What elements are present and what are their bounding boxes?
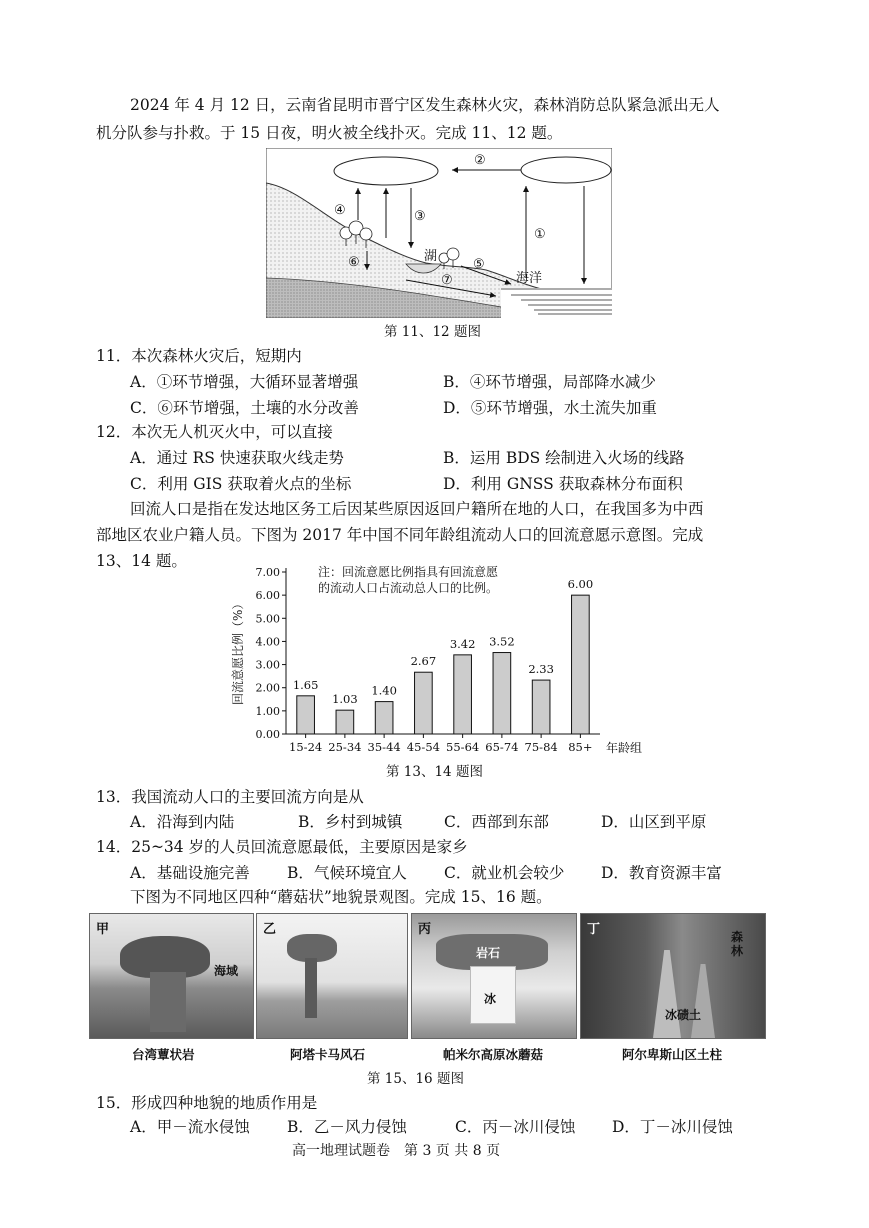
chart-bar — [297, 696, 315, 734]
return-intention-bar-chart — [228, 560, 668, 760]
chart-y-tick-label: 6.00 — [255, 589, 280, 603]
chart-value-label: 1.03 — [332, 692, 358, 707]
q11-stem: 11．本次森林火灾后，短期内 — [96, 347, 302, 365]
label-3: ③ — [414, 209, 426, 224]
photo-jia-tag: 甲 — [96, 922, 110, 937]
chart-bar — [415, 672, 433, 734]
chart-x-tick-label: 65-74 — [485, 740, 519, 754]
earth-pillar-shape-2 — [691, 964, 715, 1038]
fig3-caption: 第 15、16 题图 — [367, 1071, 464, 1087]
label-6: ⑥ — [348, 255, 360, 270]
q12-option-a: A．通过 RS 快速获取火线走势 — [130, 449, 344, 467]
fig1-caption: 第 11、12 题图 — [384, 324, 481, 340]
chart-y-tick-label: 0.00 — [255, 728, 280, 741]
chart-y-tick-label: 3.00 — [255, 658, 280, 672]
photo-bing-caption: 帕米尔高原冰蘑菇 — [443, 1047, 544, 1062]
photo-bing — [411, 913, 577, 1039]
q15-option-d: D．丁－冰川侵蚀 — [612, 1118, 733, 1136]
label-4: ④ — [334, 203, 346, 218]
photo-jia — [89, 913, 254, 1039]
photo-ding — [580, 913, 766, 1039]
chart-note-line-1: 注：回流意愿比例指具有回流意愿 — [318, 565, 499, 579]
chart-y-tick-label: 2.00 — [255, 681, 280, 695]
q13-option-b: B．乡村到城镇 — [298, 813, 403, 831]
photo-bing-inlabel-ice: 冰 — [484, 992, 497, 1006]
photo-jia-inlabel: 海域 — [214, 964, 239, 978]
q15-option-b: B．乙－风力侵蚀 — [287, 1118, 407, 1136]
q13-stem: 13．我国流动人口的主要回流方向是从 — [96, 788, 364, 806]
chart-x-tick-label: 35-44 — [367, 740, 401, 754]
photo-yi-tag: 乙 — [263, 922, 277, 937]
q12-option-d: D．利用 GNSS 获取森林分布面积 — [443, 475, 683, 493]
chart-y-tick-label: 4.00 — [255, 635, 280, 649]
photo-ding-tag: 丁 — [587, 922, 601, 937]
chart-bar — [454, 655, 472, 734]
chart-x-tick-label: 55-64 — [446, 740, 480, 754]
chart-x-tick-label: 25-34 — [328, 740, 362, 754]
chart-xlabel: 年龄组 — [606, 741, 643, 755]
q12-option-c: C．利用 GIS 获取着火点的坐标 — [130, 475, 352, 493]
chart-bar — [336, 710, 354, 734]
chart-value-label: 3.52 — [489, 634, 515, 649]
label-7: ⑦ — [441, 273, 453, 288]
earth-pillar-shape — [653, 950, 681, 1038]
q13-option-c: C．西部到东部 — [444, 813, 549, 831]
photo-yi-caption: 阿塔卡马风石 — [290, 1047, 366, 1062]
chart-y-tick-label: 7.00 — [255, 566, 280, 579]
q14-option-b: B．气候环境宜人 — [287, 864, 407, 882]
intro3: 下图为不同地区四种“蘑菇状”地貌景观图。完成 15、16 题。 — [130, 888, 552, 906]
chart-x-tick-label: 75-84 — [524, 740, 558, 754]
ocean — [501, 288, 612, 318]
q14-option-a: A．基础设施完善 — [130, 864, 250, 882]
q13-option-a: A．沿海到内陆 — [130, 813, 235, 831]
chart-y-tick-label: 1.00 — [255, 704, 280, 718]
photo-jia-caption: 台湾蕈状岩 — [132, 1047, 195, 1062]
photo-yi — [256, 913, 408, 1039]
chart-bar — [493, 653, 511, 734]
chart-value-label: 6.00 — [567, 577, 594, 592]
chart-value-label: 2.67 — [410, 654, 437, 669]
chart-x-tick-label: 85+ — [568, 740, 593, 754]
label-lake: 湖 — [424, 249, 438, 264]
photo-bing-inlabel-rock: 岩石 — [476, 946, 501, 960]
label-5: ⑤ — [473, 257, 485, 272]
intro-line-2: 机分队参与扑救。于 15 日夜，明火被全线扑灭。完成 11、12 题。 — [96, 124, 563, 142]
chart-bar — [532, 680, 550, 734]
cloud-left — [334, 157, 438, 185]
q11-option-c: C．⑥环节增强，土壤的水分改善 — [130, 399, 359, 417]
chart-value-label: 2.33 — [528, 662, 554, 677]
chart-x-tick-label: 15-24 — [289, 740, 323, 754]
q15-option-c: C．丙－冰川侵蚀 — [455, 1118, 576, 1136]
chart-value-label: 1.65 — [292, 677, 319, 692]
chart-x-tick-label: 45-54 — [406, 740, 440, 754]
q12-option-b: B．运用 BDS 绘制进入火场的线路 — [443, 449, 685, 467]
intro2-line-1: 回流人口是指在发达地区务工后因某些原因返回户籍所在地的人口，在我国多为中西 — [130, 500, 704, 518]
q14-stem: 14．25~34 岁的人员回流意愿最低，主要原因是家乡 — [96, 838, 468, 856]
chart-ylabel: 回流意愿比例（%） — [231, 597, 245, 705]
wind-rock-stem-shape — [305, 958, 317, 1018]
label-2: ② — [474, 153, 486, 168]
rock-pillar-shape — [150, 972, 186, 1032]
intro2-line-3: 13、14 题。 — [96, 552, 187, 570]
photo-ding-inlabel-till: 冰碛土 — [665, 1008, 702, 1022]
photo-ding-inlabel-forest: 森林 — [731, 930, 744, 958]
q14-option-c: C．就业机会较少 — [444, 864, 565, 882]
chart-note-line-2: 的流动人口占流动总人口的比例。 — [318, 581, 499, 595]
q11-option-d: D．⑤环节增强，水土流失加重 — [443, 399, 657, 417]
chart-value-label: 3.42 — [449, 636, 476, 651]
cloud-right — [521, 157, 611, 183]
q11-option-a: A．①环节增强，大循环显著增强 — [130, 373, 359, 391]
q14-option-d: D．教育资源丰富 — [601, 864, 722, 882]
q13-option-d: D．山区到平原 — [601, 813, 707, 831]
chart-bar — [375, 702, 393, 734]
intro-line-1: 2024 年 4 月 12 日，云南省昆明市晋宁区发生森林火灾，森林消防总队紧急派出无人 — [130, 96, 720, 114]
water-cycle-diagram — [266, 148, 612, 318]
chart-y-tick-label: 5.00 — [255, 612, 280, 626]
label-ocean: 海洋 — [516, 271, 543, 286]
fig2-caption: 第 13、14 题图 — [386, 764, 483, 780]
q15-option-a: A．甲－流水侵蚀 — [130, 1118, 250, 1136]
chart-value-label: 1.40 — [371, 683, 397, 698]
label-1: ① — [534, 227, 546, 242]
q15-stem: 15．形成四种地貌的地质作用是 — [96, 1094, 318, 1112]
q12-stem: 12．本次无人机灭火中，可以直接 — [96, 423, 333, 441]
photo-ding-caption: 阿尔卑斯山区土柱 — [622, 1047, 723, 1062]
photo-bing-tag: 丙 — [418, 922, 432, 937]
intro2-line-2: 部地区农业户籍人员。下图为 2017 年中国不同年龄组流动人口的回流意愿示意图。完成 — [96, 526, 704, 544]
chart-bar — [572, 595, 590, 734]
q11-option-b: B．④环节增强，局部降水减少 — [443, 373, 656, 391]
page-footer: 高一地理试题卷 第 3 页 共 8 页 — [292, 1143, 501, 1159]
